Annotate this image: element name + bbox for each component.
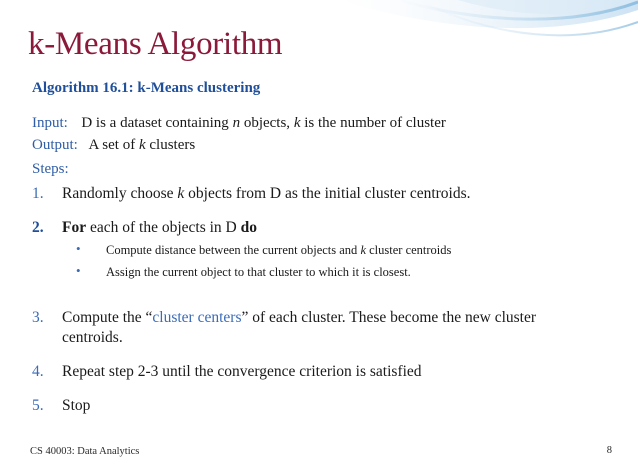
step1-text-1: Randomly choose (62, 185, 178, 202)
bullet2-text: Assign the current object to that cluster to which it is closest. (106, 265, 411, 279)
output-line (32, 136, 195, 155)
input-line (32, 114, 446, 133)
step3-number: 3. (32, 309, 44, 326)
step3-text-1: Compute the “ (62, 309, 153, 326)
input-k: k (293, 115, 301, 131)
steps-label: Steps: (32, 161, 69, 177)
step5-text: Stop (62, 397, 91, 414)
input-label: Input: (32, 115, 68, 131)
step1-k: k (177, 185, 185, 202)
bullet1-text-2: cluster centroids (366, 243, 452, 257)
output-text-1: A set of (88, 137, 139, 153)
step2-number: 2. (32, 219, 44, 236)
step2-for: For (62, 219, 87, 236)
input-n: n (232, 115, 241, 131)
step1-number: 1. (32, 185, 44, 202)
step2-text-body: each of the objects in D (86, 219, 241, 236)
algorithm-subtitle: Algorithm 16.1: k-Means clustering (32, 80, 261, 96)
input-text-1: D is a dataset containing (81, 115, 233, 131)
input-text-2: objects, (240, 115, 294, 131)
output-text-2: clusters (145, 137, 196, 153)
step2-text (62, 218, 257, 238)
input-text-3: is the number of cluster (300, 115, 446, 131)
step3-highlight: cluster centers (152, 309, 242, 326)
step4-number: 4. (32, 363, 44, 380)
bullet1-k: k (360, 243, 366, 257)
page-number: 8 (606, 445, 612, 456)
slide-title: k-Means Algorithm (28, 26, 283, 62)
footer-course: CS 40003: Data Analytics (30, 446, 140, 457)
bullet1-text-1: Compute distance between the current objects and (106, 243, 361, 257)
bullet1-text (106, 243, 451, 258)
bullet1-marker: • (76, 241, 81, 256)
step3-text (62, 308, 536, 348)
step2-do: do (240, 219, 257, 236)
step1-text-2: objects from D as the initial cluster centroids. (184, 185, 471, 202)
step1-text (62, 184, 471, 204)
step5-number: 5. (32, 397, 44, 414)
step4-text: Repeat step 2-3 until the convergence criterion is satisfied (62, 363, 422, 380)
step3-text-2: ” of each cluster. These become the new cluster (241, 309, 537, 326)
output-k: k (138, 137, 146, 153)
step3-text-3: centroids. (62, 329, 123, 346)
output-label: Output: (32, 137, 78, 153)
bullet2-marker: • (76, 263, 81, 278)
